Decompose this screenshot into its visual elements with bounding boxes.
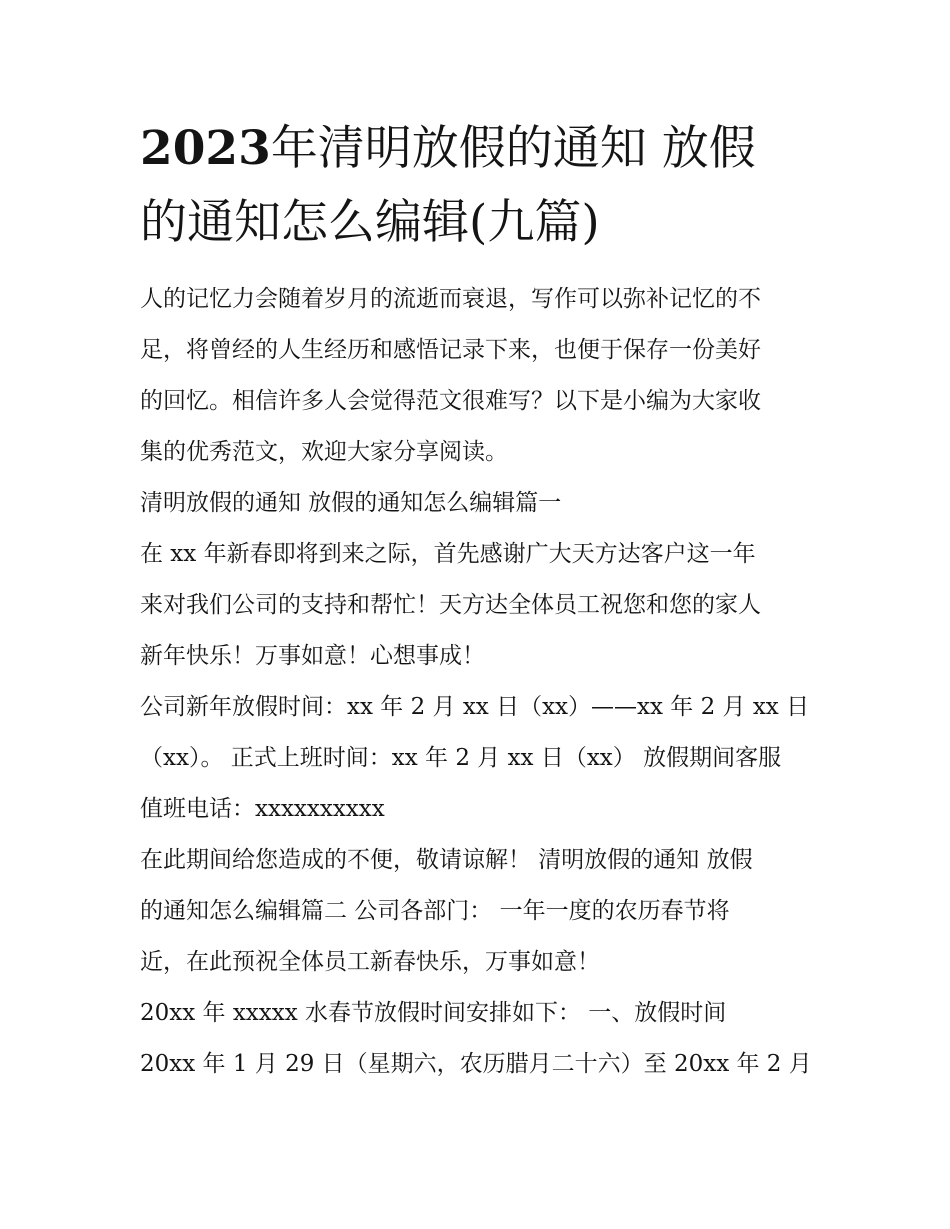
body-line: 新年快乐！万事如意！心想事成！ (140, 643, 485, 669)
document-title (140, 112, 820, 260)
body-line: 20xx 年 xxxxx 水春节放假时间安排如下： 一、放假时间 (140, 1000, 727, 1026)
body-line: （xx）。 正式上班时间：xx 年 2 月 xx 日（xx） 放假期间客服 (140, 745, 782, 771)
body-line: 的回忆。相信许多人会觉得范文很难写？以下是小编为大家收 (140, 388, 761, 414)
body-line: 足，将曾经的人生经历和感悟记录下来，也便于保存一份美好 (140, 337, 761, 363)
body-line: 在 xx 年新春即将到来之际，首先感谢广大天方达客户这一年 (140, 541, 756, 567)
body-line: 近，在此预祝全体员工新春快乐，万事如意！ (140, 949, 600, 975)
body-line: 人的记忆力会随着岁月的流逝而衰退，写作可以弥补记忆的不 (140, 286, 761, 312)
section-heading: 清明放假的通知 放假的通知怎么编辑篇一 (140, 490, 562, 516)
title-year: 2023 (140, 121, 271, 176)
body-line: 值班电话：xxxxxxxxxx (140, 796, 385, 822)
document-body (140, 274, 820, 1090)
body-line: 20xx 年 1 月 29 日（星期六，农历腊月二十六）至 20xx 年 2 月 (140, 1051, 812, 1077)
body-line: 集的优秀范文，欢迎大家分享阅读。 (140, 439, 508, 465)
body-line: 公司新年放假时间：xx 年 2 月 xx 日（xx）——xx 年 2 月 xx 日 (140, 694, 810, 720)
body-line: 来对我们公司的支持和帮忙！天方达全体员工祝您和您的家人 (140, 592, 761, 618)
title-line2: 的通知怎么编辑(九篇) (140, 195, 600, 250)
body-line: 的通知怎么编辑篇二 公司各部门： 一年一度的农历春节将 (140, 898, 730, 924)
title-line1-rest: 年清明放假的通知 放假 (270, 121, 756, 176)
body-line: 在此期间给您造成的不便，敬请谅解！ 清明放假的通知 放假 (140, 847, 753, 873)
